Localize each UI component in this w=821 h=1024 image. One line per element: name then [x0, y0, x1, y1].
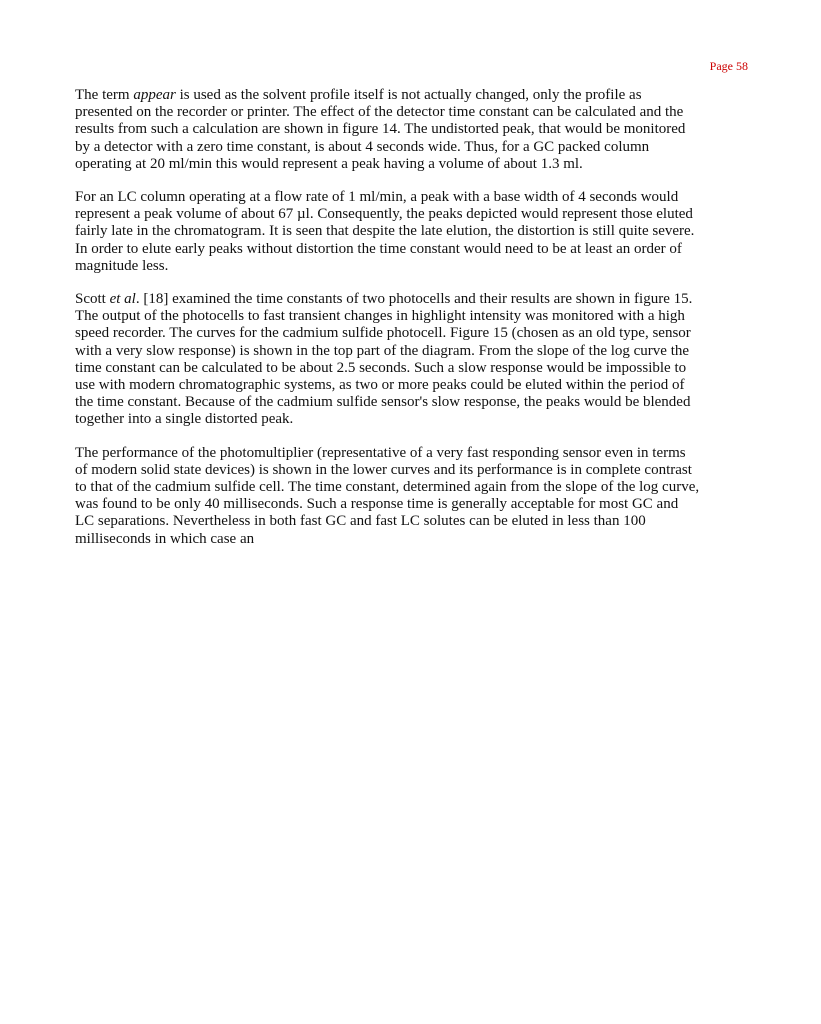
text-line: use with modern chromatographic systems, as two or more peaks could be eluted within the period of — [75, 377, 685, 394]
paragraph — [75, 189, 755, 275]
text-line: The performance of the photomultiplier (representative of a very fast responding sensor even in terms — [75, 444, 686, 461]
text-line: operating at 20 ml/min this would represent a peak having a volume of about 1.3 ml. — [75, 155, 583, 172]
text-line: represent a peak volume of about 67 µl. Consequently, the peaks depicted would represent those eluted — [75, 206, 693, 223]
paragraph — [75, 291, 755, 429]
text-line: speed recorder. The curves for the cadmium sulfide photocell. Figure 15 (chosen as an old type, sensor — [75, 325, 691, 342]
text-line: results from such a calculation are shown in figure 14. The undistorted peak, that would be monitored — [75, 121, 686, 138]
paragraph — [75, 87, 755, 173]
text-line: The term appear is used as the solvent profile itself is not actually changed, only the profile as — [75, 87, 642, 103]
text-line: with a very slow response) is shown in the top part of the diagram. From the slope of the log curve the — [75, 342, 690, 359]
text-line: presented on the recorder or printer. The effect of the detector time constant can be calculated and the — [75, 104, 684, 121]
paragraph — [75, 445, 755, 548]
text-line: Scott et al. [18] examined the time constants of two photocells and their results are shown in figure 15. — [75, 291, 693, 308]
text-line: milliseconds in which case an — [75, 530, 255, 547]
text-line: fairly late in the chromatogram. It is seen that despite the late elution, the distortion is still quite severe. — [75, 223, 695, 240]
text-line: LC separations. Nevertheless in both fast GC and fast LC solutes can be eluted in less than 100 — [75, 513, 646, 530]
text-line: of modern solid state devices) is shown in the lower curves and its performance is in complete contrast — [75, 461, 692, 478]
text-line: The output of the photocells to fast transient changes in highlight intensity was monitored with a high — [75, 308, 685, 325]
text-line: the time constant. Because of the cadmium sulfide sensor's slow response, the peaks would be blended — [75, 394, 691, 411]
text-line: to that of the cadmium sulfide cell. The time constant, determined again from the slope of the log curve, — [75, 479, 700, 496]
text-line: For an LC column operating at a flow rate of 1 ml/min, a peak with a base width of 4 seconds would — [75, 189, 679, 206]
text-line: by a detector with a zero time constant, is about 4 seconds wide. Thus, for a GC packed column — [75, 138, 650, 155]
text-line: was found to be only 40 milliseconds. Such a response time is generally acceptable for most GC and — [75, 496, 679, 513]
emphasis-text: et al — [109, 291, 136, 308]
page-number: Page 58 — [709, 59, 748, 73]
text-line: In order to elute early peaks without distortion the time constant would need to be at least an order of — [75, 240, 682, 257]
text-line: magnitude less. — [75, 257, 169, 274]
emphasis-text: appear — [133, 87, 176, 103]
text-line: time constant can be calculated to be about 2.5 seconds. Such a slow response would be impossible to — [75, 359, 687, 376]
text-line: together into a single distorted peak. — [75, 411, 294, 428]
document-body — [75, 87, 755, 564]
